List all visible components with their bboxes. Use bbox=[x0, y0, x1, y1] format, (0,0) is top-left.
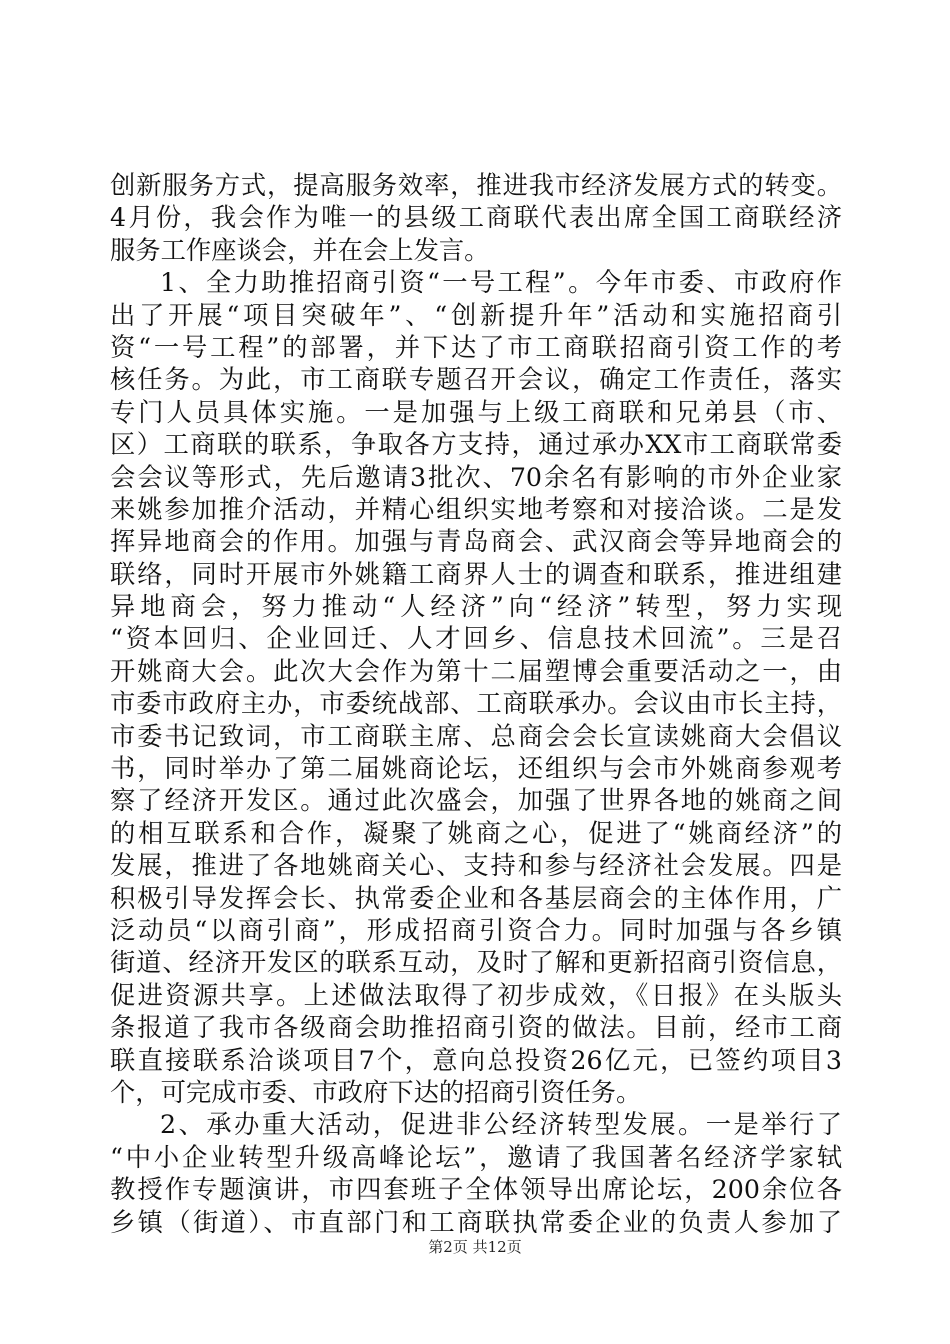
text-line: 联直接联系洽谈项目7个，意向总投资26亿元，已签约项目3 bbox=[110, 1045, 842, 1075]
text-line: 资“一号工程”的部署，并下达了市工商联招商引资工作的考 bbox=[110, 332, 842, 362]
text-line: 1、全力助推招商引资“一号工程”。今年市委、市政府作 bbox=[160, 268, 842, 298]
text-line: 出了开展“项目突破年”、“创新提升年”活动和实施招商引 bbox=[110, 300, 842, 330]
paragraph-investment-project bbox=[110, 267, 842, 1109]
paragraph-major-events bbox=[110, 1109, 842, 1239]
text-line: 联络，同时开展市外姚籍工商界人士的调查和联系，推进组建 bbox=[110, 559, 842, 589]
text-line: 市委书记致词，市工商联主席、总商会会长宣读姚商大会倡议 bbox=[110, 721, 842, 751]
text-line: 市委市政府主办，市委统战部、工商联承办。会议由市长主持， bbox=[110, 689, 842, 719]
text-line: 挥异地商会的作用。加强与青岛商会、武汉商会等异地商会的 bbox=[110, 527, 842, 557]
page-number-label: 第2页 共12页 bbox=[428, 1238, 522, 1256]
text-line: 积极引导发挥会长、执常委企业和各基层商会的主体作用，广 bbox=[110, 883, 842, 913]
text-line: 2、承办重大活动，促进非公经济转型发展。一是举行了 bbox=[160, 1110, 842, 1140]
text-line: 促进资源共享。上述做法取得了初步成效，《日报》在头版头 bbox=[110, 980, 842, 1010]
text-line: 个，可完成市委、市政府下达的招商引资任务。 bbox=[110, 1077, 642, 1107]
text-line: 4月份，我会作为唯一的县级工商联代表出席全国工商联经济 bbox=[110, 203, 842, 233]
text-line: 察了经济开发区。通过此次盛会，加强了世界各地的姚商之间 bbox=[110, 786, 842, 816]
paragraph-continuation bbox=[110, 170, 842, 267]
text-line: 核任务。为此，市工商联专题召开会议，确定工作责任，落实 bbox=[110, 365, 842, 395]
page-footer bbox=[0, 1237, 950, 1257]
text-line: 创新服务方式，提高服务效率，推进我市经济发展方式的转变。 bbox=[110, 171, 842, 200]
text-line: 区）工商联的联系，争取各方支持，通过承办XX市工商联常委 bbox=[110, 430, 842, 460]
text-line: 书，同时举办了第二届姚商论坛，还组织与会市外姚商参观考 bbox=[110, 754, 842, 784]
document-body bbox=[110, 170, 842, 1239]
text-line: 会会议等形式，先后邀请3批次、70余名有影响的市外企业家 bbox=[110, 462, 842, 492]
text-line: 泛动员“以商引商”，形成招商引资合力。同时加强与各乡镇 bbox=[110, 915, 842, 945]
text-line: 乡镇（街道）、市直部门和工商联执常委企业的负责人参加了 bbox=[110, 1207, 842, 1237]
text-line: 发展，推进了各地姚商关心、支持和参与经济社会发展。四是 bbox=[110, 851, 842, 881]
text-line: 街道、经济开发区的联系互动，及时了解和更新招商引资信息， bbox=[110, 948, 842, 978]
text-line: 条报道了我市各级商会助推招商引资的做法。目前，经市工商 bbox=[110, 1013, 842, 1043]
text-line: 教授作专题演讲，市四套班子全体领导出席论坛，200余位各 bbox=[110, 1175, 842, 1205]
text-line: 专门人员具体实施。一是加强与上级工商联和兄弟县（市、 bbox=[110, 397, 842, 427]
text-line: 的相互联系和合作，凝聚了姚商之心，促进了“姚商经济”的 bbox=[110, 818, 842, 848]
text-line: 来姚参加推介活动，并精心组织实地考察和对接洽谈。二是发 bbox=[110, 494, 842, 524]
text-line: 开姚商大会。此次大会作为第十二届塑博会重要活动之一，由 bbox=[110, 656, 842, 686]
text-line: “资本回归、企业回迁、人才回乡、信息技术回流”。三是召 bbox=[110, 624, 842, 654]
text-line: 异地商会，努力推动“人经济”向“经济”转型，努力实现 bbox=[110, 592, 842, 622]
text-line: 服务工作座谈会，并在会上发言。 bbox=[110, 235, 490, 265]
text-line: “中小企业转型升级高峰论坛”，邀请了我国著名经济学家轼 bbox=[110, 1142, 842, 1172]
